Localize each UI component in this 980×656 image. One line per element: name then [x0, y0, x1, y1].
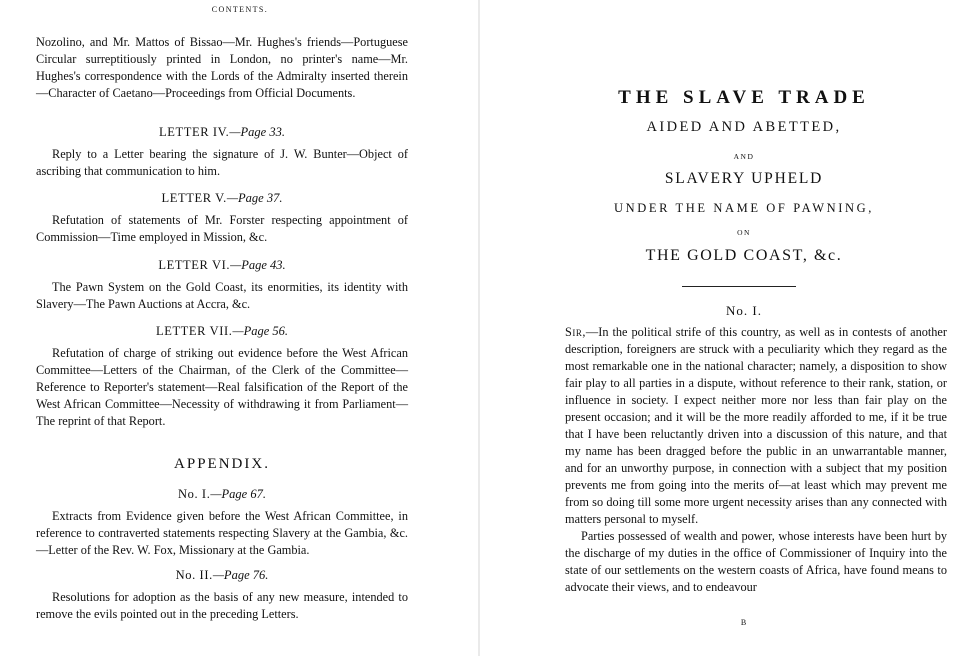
right-page [508, 0, 980, 656]
letter-vi-page: —Page 43. [230, 258, 286, 272]
appendix-no-ii-page: —Page 76. [212, 568, 269, 582]
letter-v-heading [36, 190, 408, 206]
title-line-3: SLAVERY UPHELD [664, 170, 824, 187]
letter-body [565, 324, 947, 596]
paragraph-2: Parties possessed of wealth and power, whose interests have been hurt by the discharge of my duties in the office of Commissioner of Inquiry into the state of our settlements on the western coasts of Africa, have found means to advocate their views, and to endeavour [565, 529, 947, 594]
letter-v-summary: Refutation of statements of Mr. Forster respecting appointment of Commission—Time employed in Mission, &c. [36, 213, 408, 244]
title-rule [682, 286, 796, 287]
appendix-no-i-summary: Extracts from Evidence given before the West African Committee, in reference to contraverted statements respecting Slavery at the Gambia, &c.—Letter of the Rev. W. Fox, Missionary at the Gambia. [36, 509, 408, 557]
left-page [0, 0, 480, 656]
letter-vii-summary: Refutation of charge of striking out evidence before the West African Committee—Letters of the Chairman, of the Clerk of the Committee—Reference to Reporter's statement—Real falsification of the Report of the West African Committee—Necessity of withdrawing it from Parliament—The reprint of that Report. [36, 346, 408, 428]
appendix-no-i-heading [36, 486, 408, 502]
paragraph-1 [565, 324, 947, 528]
letter-iv-summary: Reply to a Letter bearing the signature of J. W. Bunter—Object of ascribing that communication to him. [36, 147, 408, 178]
signature-mark: B [740, 618, 748, 627]
appendix-section [36, 456, 408, 623]
appendix-title: APPENDIX. [174, 456, 270, 472]
title-line-2: AIDED AND ABETTED, [646, 119, 842, 135]
letter-vi-heading [36, 257, 408, 273]
contents-intro: Nozolino, and Mr. Mattos of Bissao—Mr. Hughes's friends—Portuguese Circular surreptitiously printed in London, no printer's name—Mr. Hughes's correspondence with the Lords of the Admiralty inserted therein—Character of Caetano—Proceedings from Official Documents. [36, 35, 408, 100]
title-line-5: THE GOLD COAST, &c. [645, 247, 843, 264]
running-header: CONTENTS. [211, 5, 269, 14]
appendix-no-ii-title: No. II. [175, 568, 213, 582]
letter-vi-summary: The Pawn System on the Gold Coast, its enormities, its identity with Slavery—The Pawn Auctions at Accra, &c. [36, 280, 408, 311]
letter-vi-title: LETTER VI. [158, 258, 231, 272]
letter-v-page: —Page 37. [226, 191, 283, 205]
letter-iv-page: —Page 33. [229, 125, 285, 139]
appendix-no-ii-heading [36, 567, 408, 583]
paragraph-1-text: —In the political strife of this country, as well as in contests of another description, foreigners are struck with a peculiarity which they regard as the most remarkable one in the national character; namely, a disposition to show fair play to all parties in a dispute, without reference to their rank, station, or influence in society. I expect neither more nor less than fair play on the present occasion; and it will be the more readily afforded to me, if it be true that I have been reluctantly driven into a discussion of this nature, and that my name has been dragged before the public in an unwarrantable manner, and for an unworthy purpose, in connection with a subject that my position prevents me from going into the merits of—at least which may prevent me from so doing till some more urgent necessity arises than any connected with matters personal to myself. [565, 325, 947, 526]
appendix-no-i-page: —Page 67. [210, 487, 266, 501]
letter-vii-page: —Page 56. [232, 324, 289, 338]
title-on: ON [737, 228, 751, 237]
appendix-no-i-title: No. I. [178, 487, 211, 501]
letter-vii-heading [36, 323, 408, 339]
letter-iv-heading [36, 124, 408, 140]
title-and: AND [733, 152, 755, 161]
letter-vi-entry [36, 257, 408, 313]
title-line-1: THE SLAVE TRADE [618, 87, 870, 108]
letter-vii-title: LETTER VII. [155, 324, 233, 338]
letter-iv-entry [36, 124, 408, 180]
salutation: Sir, [565, 325, 586, 339]
letter-v-title: LETTER V. [161, 191, 227, 205]
letter-vii-entry [36, 323, 408, 430]
letter-v-entry [36, 190, 408, 246]
letter-iv-title: LETTER IV. [159, 125, 230, 139]
title-line-4: UNDER THE NAME OF PAWNING, [613, 201, 874, 215]
appendix-no-ii-summary: Resolutions for adoption as the basis of any new measure, intended to remove the evils pointed out in the preceding Letters. [36, 590, 408, 621]
letter-number: No. I. [726, 303, 762, 318]
